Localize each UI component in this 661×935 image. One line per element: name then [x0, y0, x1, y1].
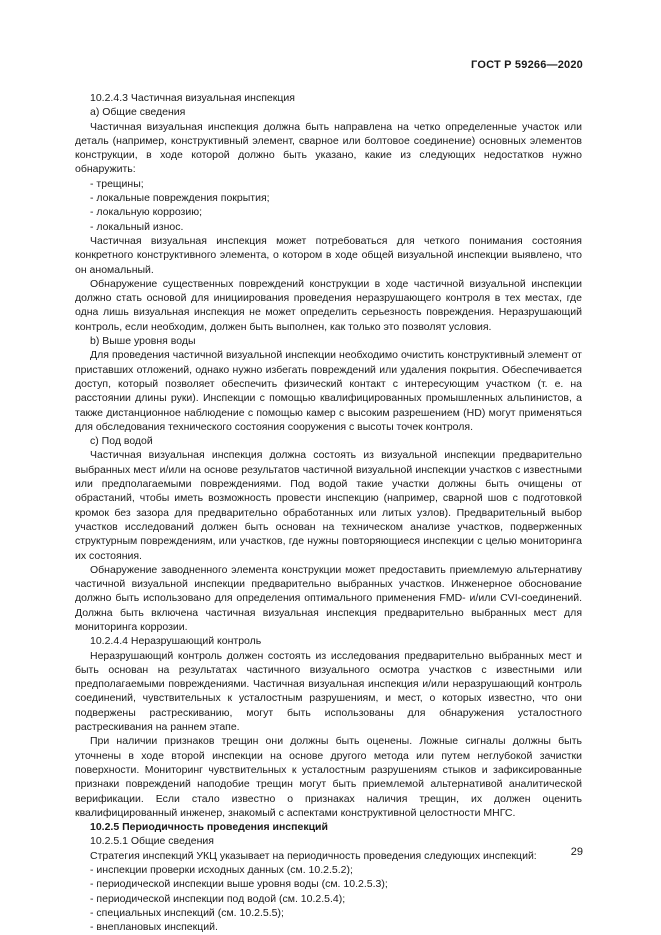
list-item: - периодической инспекции выше уровня воды (см. 10.2.5.3); [90, 878, 388, 891]
section-heading: c) Под водой [90, 435, 153, 448]
section-heading: 10.2.5.1 Общие сведения [90, 835, 214, 848]
section-heading: 10.2.4.3 Частичная визуальная инспекция [90, 92, 295, 104]
list-item: - локальные повреждения покрытия; [90, 192, 270, 205]
section-heading: 10.2.4.4 Неразрушающий контроль [90, 635, 262, 648]
list-item: - внеплановых инспекций. [90, 921, 218, 934]
paragraph: Обнаружение заводненного элемента конструкции может предоставить приемлемую альтернативу частичной визуальной инспекции предварительно выбранных участков. Инженерное обоснование должно быть использовано для определения оптимального применения FMD- и/или CVI-соединений. Должна быть включена частичная визуальная инспекция предварительно выбранных мест для мониторинга коррозии. [75, 563, 582, 633]
page-number: 29 [570, 846, 583, 858]
paragraph: Частичная визуальная инспекция может потребоваться для четкого понимания состояния конкретного конструктивного элемента, о котором в ходе общей визуальной инспекции выявлено, что он аномальный. [75, 234, 582, 276]
paragraph: Обнаружение существенных повреждений конструкции в ходе частичной визуальной инспекции должно стать основой для инициирования проведения неразрушающего контроля в тех местах, где одна лишь визуальная инспекция не может определить серьезность повреждения. Неразрушающий контроль, если необходим, должен быть выполнен, как только это позволят условия. [75, 277, 582, 333]
paragraph: При наличии признаков трещин они должны быть оценены. Ложные сигналы должны быть уточнены в ходе второй инспекции на основе другого метода или путем неглубокой зачистки поверхности. Мониторинг чувствительных к усталостным разрушениям стыков и зафиксированные признаки повреждений наподобие трещин могут быть приемлемой альтернативой аналитической верификации. Если стало известно о признаках наличия трещин, их должен оценить квалифицированный инженер, знакомый с аспектами конструктивной целостности МНГС. [75, 735, 582, 819]
list-item: - локальную коррозию; [90, 206, 203, 219]
section-heading: b) Выше уровня воды [90, 335, 196, 348]
paragraph: Частичная визуальная инспекция должна быть направлена на четко определенные участок или деталь (например, конструктивный элемент, сварное или болтовое соединение) основных элементов конструкции, в ходе которой должно быть указано, какие из следующих недостатков нужно обнаружить: [75, 120, 582, 176]
list-item: - локальный износ. [90, 220, 184, 233]
paragraph: Для проведения частичной визуальной инспекции необходимо очистить конструктивный элемент от приставших отложений, однако нужно избегать повреждений или удаления покрытия. Обеспечивается доступ, который позволяет обеспечить физический контакт с интересующим участком (т. е. на расстоянии длины руки). Инспекции с помощью квалифицированных промышленных альпинистов, а также дистанционное наблюдение с помощью камер с высоким разрешением (HD) могут применяться для обследования технического состояния сооружения с высоты точек контроля. [75, 349, 582, 433]
section-heading-bold: 10.2.5 Периодичность проведения инспекций [90, 821, 328, 834]
document-code: ГОСТ Р 59266—2020 [471, 59, 583, 71]
list-item: - трещины; [90, 177, 144, 190]
paragraph: Стратегия инспекций УКЦ указывает на периодичность проведения следующих инспекций: [90, 849, 537, 862]
document-body [75, 91, 582, 935]
paragraph: Частичная визуальная инспекция должна состоять из визуальной инспекции предварительно выбранных мест и/или на основе результатов частичной визуальной инспекции участков с известными или предполагаемыми повреждениями. Под водой такие участки должны быть очищены от обрастаний, чтобы иметь возможность провести инспекцию (например, сварной шов с подготовкой кромок без зазора для предварительно обработанных или литых узлов). Предварительный выбор участков исследований должен быть основан на техническом анализе участков, подверженных структурным повреждениям, или участков, где нужны повторяющиеся инспекции с целью мониторинга их состояния. [75, 449, 582, 562]
paragraph: Неразрушающий контроль должен состоять из исследования предварительно выбранных мест и быть основан на результатах частичного визуального осмотра участков с известными или предполагаемыми повреждениями. Частичная визуальная инспекция и/или неразрушающий контроль соединений, чувствительных к усталостным разрушениям, и мест, о которых известно, что они подвержены растрескиванию, могут быть использованы для обнаружения усталостного растрескивания на раннем этапе. [75, 649, 582, 734]
list-item: - инспекции проверки исходных данных (см. 10.2.5.2); [90, 864, 353, 877]
list-item: - периодической инспекции под водой (см. 10.2.5.4); [90, 892, 346, 905]
list-item: - специальных инспекций (см. 10.2.5.5); [90, 906, 284, 919]
section-heading: a) Общие сведения [90, 106, 186, 119]
